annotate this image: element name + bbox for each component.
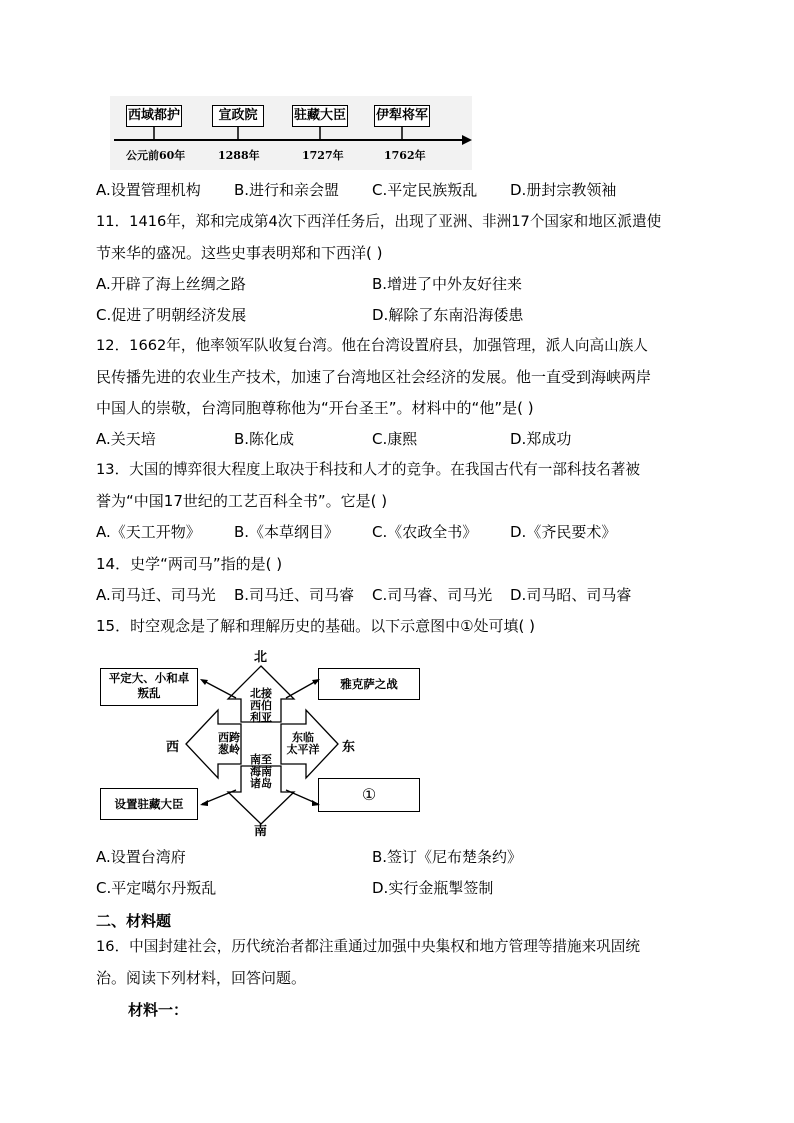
timeline-year-3: 1727年 [302, 149, 344, 162]
top-left-box: 平定大、小和卓 叛乱 [100, 668, 198, 706]
q15-option-d: D.实行金瓶掣签制 [372, 879, 494, 897]
q14-stem: 14．史学“两司马”指的是( ) [96, 555, 283, 573]
q16-stem-line2: 治。阅读下列材料，回答问题。 [96, 969, 307, 987]
timeline-year-4: 1762年 [384, 149, 426, 162]
q13-option-c: C.《农政全书》 [372, 523, 478, 541]
q13-option-b: B.《本草纲目》 [234, 523, 340, 541]
timeline-year-2: 1288年 [218, 149, 260, 162]
north-arrow-text: 北接 西伯 利亚 [250, 687, 272, 724]
q13-option-d: D.《齐民要术》 [510, 523, 617, 541]
q14-option-c: C.司马睿、司马光 [372, 586, 493, 604]
q10-option-a: A.设置管理机构 [96, 181, 201, 199]
timeline-label-1: 西域都护 [126, 105, 182, 127]
q12-option-a: A.关天培 [96, 430, 156, 448]
q12-option-c: C.康熙 [372, 430, 418, 448]
timeline-label-3: 驻藏大臣 [292, 105, 348, 127]
direction-south: 南 [254, 824, 268, 839]
compass-diagram [96, 644, 436, 840]
material-1-label: 材料一： [128, 1001, 189, 1019]
q11-stem-line1: 11．1416年，郑和完成第4次下西洋任务后，出现了亚洲、非洲17个国家和地区派遣使 [96, 213, 662, 230]
top-right-box: 雅克萨之战 [318, 668, 420, 700]
bottom-left-box: 设置驻藏大臣 [100, 788, 198, 820]
q15-option-b: B.签订《尼布楚条约》 [372, 848, 523, 866]
direction-west: 西 [166, 740, 180, 755]
q14-option-b: B.司马迁、司马睿 [234, 586, 355, 604]
direction-east: 东 [342, 740, 356, 755]
q15-stem: 15．时空观念是了解和理解历史的基础。以下示意图中①处可填( ) [96, 617, 536, 635]
q13-option-a: A.《天工开物》 [96, 523, 201, 541]
timeline-label-4: 伊犁将军 [374, 105, 430, 127]
timeline-label-2: 宣政院 [212, 105, 264, 127]
q11-option-c: C.促进了明朝经济发展 [96, 306, 247, 324]
q11-option-d: D.解除了东南沿海倭患 [372, 306, 524, 324]
q15-option-a: A.设置台湾府 [96, 848, 186, 866]
q13-stem-line2: 誉为“中国17世纪的工艺百科全书”。它是( ) [96, 492, 388, 510]
q12-option-d: D.郑成功 [510, 430, 572, 448]
timeline-figure [110, 96, 472, 170]
west-arrow-text: 西跨 葱岭 [218, 731, 240, 756]
q10-option-b: B.进行和亲会盟 [234, 181, 340, 199]
q10-option-d: D.册封宗教领袖 [510, 181, 617, 199]
q15-option-c: C.平定噶尔丹叛乱 [96, 879, 217, 897]
south-arrow-text: 南至 海南 诸岛 [250, 753, 272, 790]
q12-stem-line3: 中国人的崇敬，台湾同胞尊称他为“开台圣王”。材料中的“他”是( ) [96, 399, 534, 417]
q11-option-b: B.增进了中外友好往来 [372, 275, 523, 293]
q10-option-c: C.平定民族叛乱 [372, 181, 478, 199]
bottom-right-box: ① [318, 778, 420, 812]
q14-option-a: A.司马迁、司马光 [96, 586, 216, 604]
timeline-year-1: 公元前60年 [126, 149, 186, 162]
q12-stem-line2: 民传播先进的农业生产技术，加速了台湾地区社会经济的发展。他一直受到海峡两岸 [96, 368, 652, 386]
direction-north: 北 [254, 650, 268, 665]
q14-option-d: D.司马昭、司马睿 [510, 586, 632, 604]
q12-stem-line1: 12．1662年，他率领军队收复台湾。他在台湾设置府县，加强管理，派人向高山族人 [96, 337, 648, 354]
q11-stem-line2: 节来华的盛况。这些史事表明郑和下西洋( ) [96, 244, 383, 262]
q13-stem-line1: 13．大国的博弈很大程度上取决于科技和人才的竞争。在我国古代有一部科技名著被 [96, 461, 640, 478]
section-title: 二、材料题 [96, 912, 172, 930]
q16-stem-line1: 16．中国封建社会，历代统治者都注重通过加强中央集权和地方管理等措施来巩固统 [96, 938, 640, 955]
q12-option-b: B.陈化成 [234, 430, 295, 448]
east-arrow-text: 东临 太平洋 [286, 731, 320, 756]
q11-option-a: A.开辟了海上丝绸之路 [96, 275, 246, 293]
